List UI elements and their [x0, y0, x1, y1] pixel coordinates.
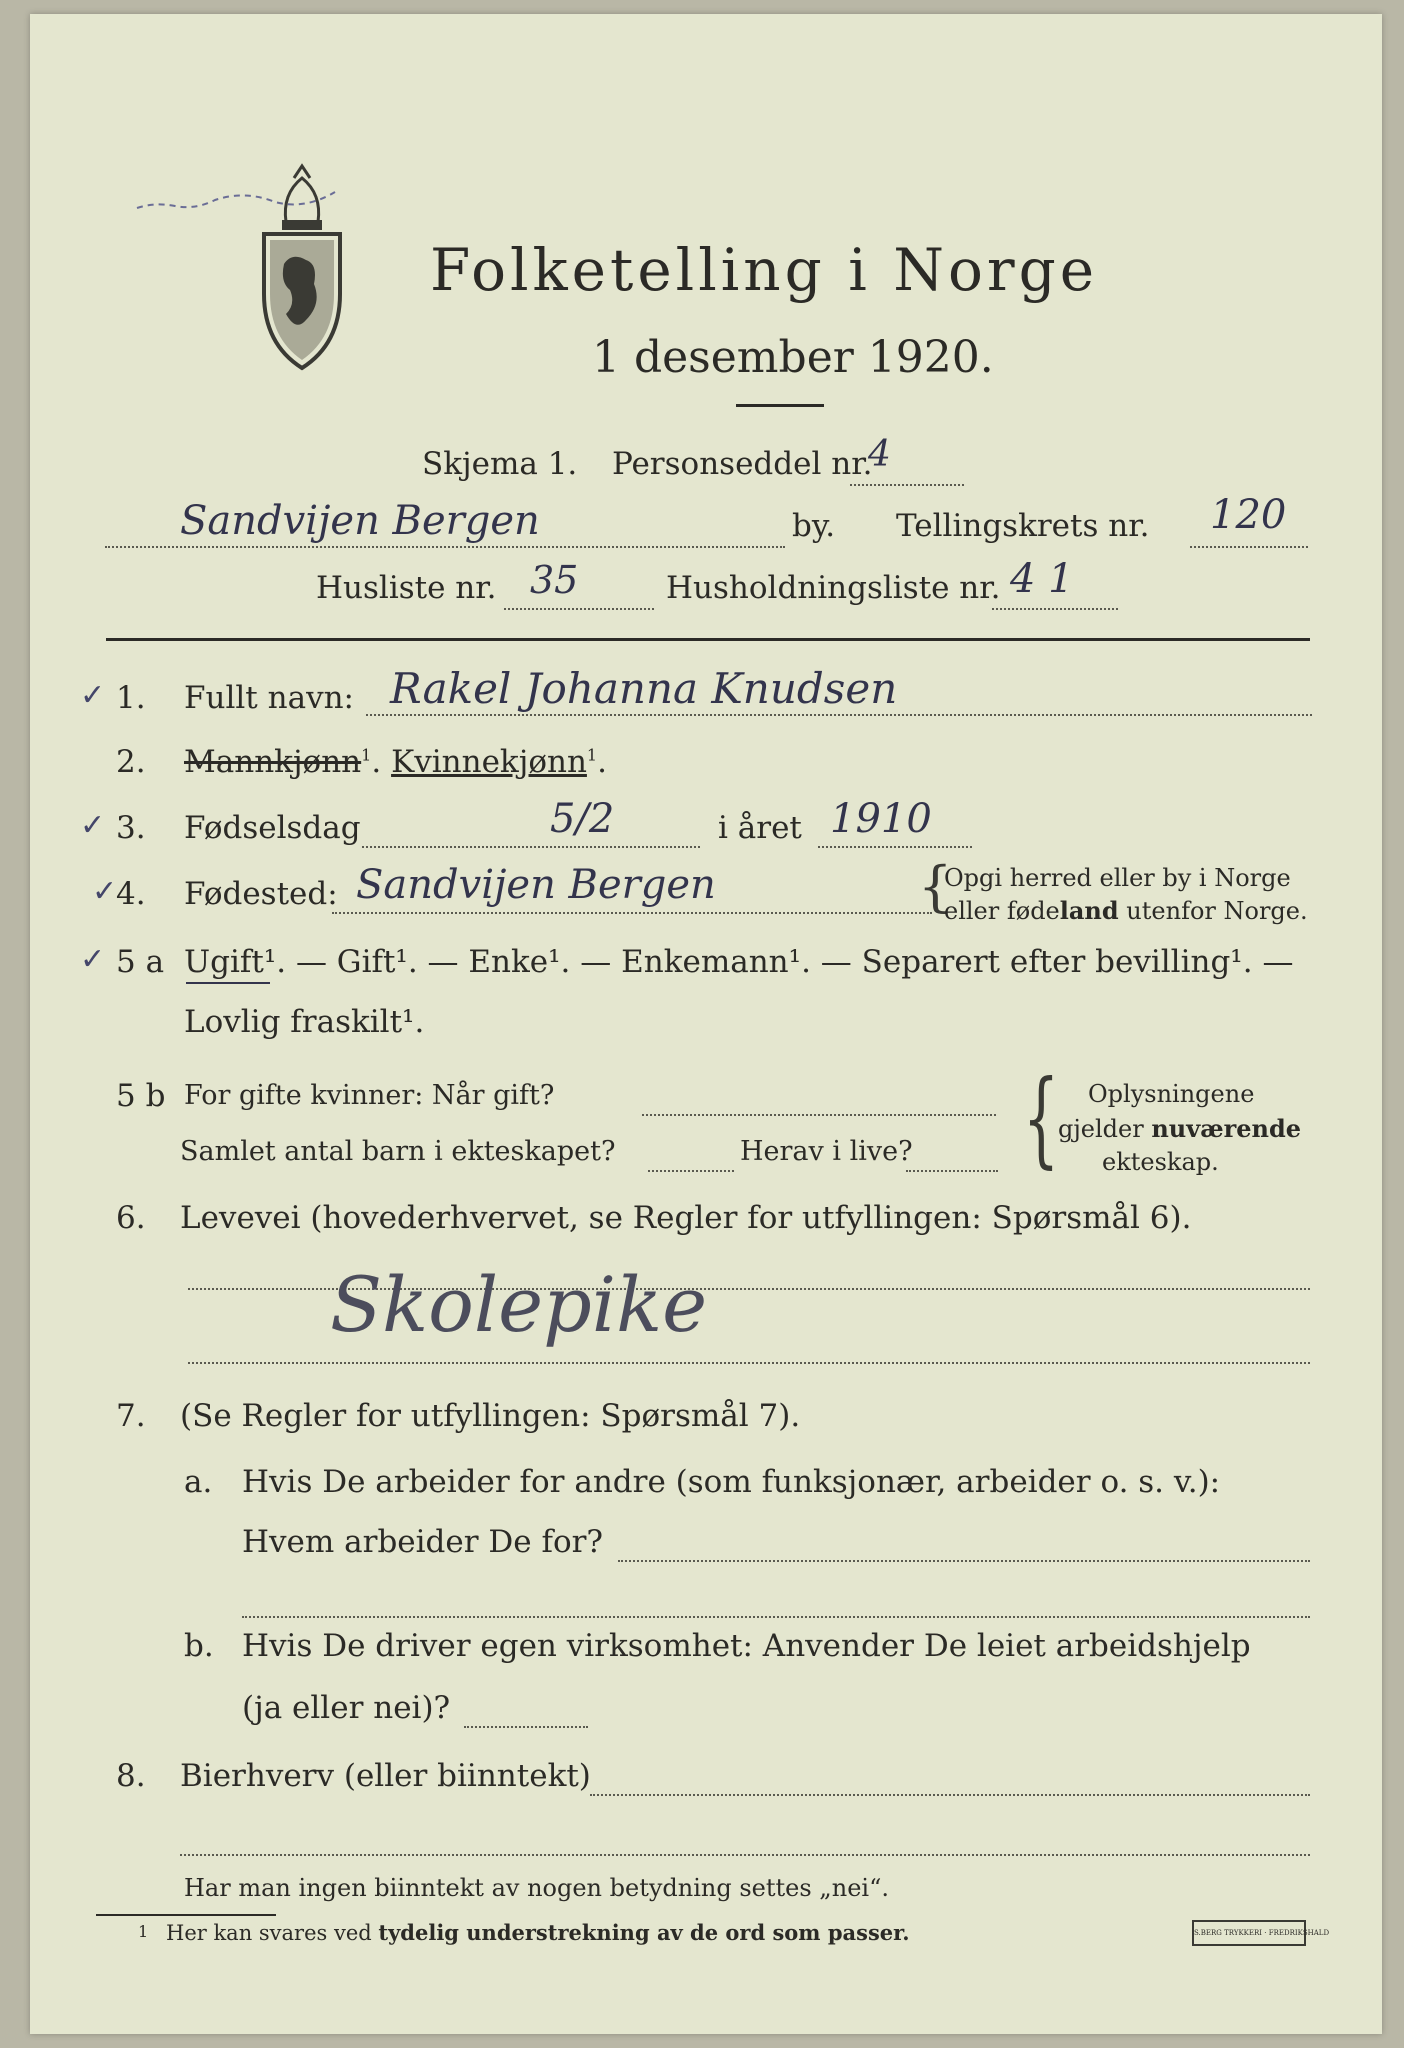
q1-full-name-value: Rakel Johanna Knudsen	[390, 664, 898, 713]
title-divider	[736, 404, 824, 407]
census-form-page	[30, 14, 1382, 2034]
header-rule	[106, 638, 1310, 641]
personseddel-value: 4	[868, 434, 891, 475]
q4-note-c: utenfor Norge.	[1118, 897, 1308, 925]
q3-year-label: i året	[718, 810, 802, 846]
q4-birthplace-value: Sandvijen Bergen	[356, 862, 716, 908]
husliste-label: Husliste nr.	[316, 570, 497, 606]
q4-note-a: eller føde	[944, 897, 1060, 925]
husholdning-line	[992, 608, 1118, 610]
q5b-married-line	[642, 1114, 996, 1116]
q7-label: (Se Regler for utfyllingen: Spørsmål 7).	[180, 1398, 801, 1434]
q2-number: 2.	[116, 744, 146, 780]
pencil-scribble-icon	[135, 180, 355, 220]
q2-kvinne-option: Kvinnekjønn	[391, 744, 587, 780]
q8-line2	[180, 1854, 1310, 1856]
q3-day-value: 5/2	[550, 796, 615, 842]
schema-label: Skjema 1.	[422, 446, 578, 482]
q6-label: Levevei (hovederhvervet, se Regler for utfyllingen: Spørsmål 6).	[180, 1200, 1192, 1236]
q7a-line2	[242, 1616, 1310, 1618]
by-line	[105, 546, 785, 548]
q5b-alive-line	[906, 1170, 998, 1172]
by-value: Sandvijen Bergen	[180, 498, 540, 544]
q7b-line	[464, 1726, 588, 1728]
printer-stamp: S.BERG TRYKKERI · FREDRIKSHALD	[1192, 1920, 1306, 1946]
q4-label: Fødested:	[184, 876, 338, 912]
q5a-number: 5 a	[116, 944, 165, 980]
q1-line	[366, 714, 1312, 716]
q4-note-line1: Opgi herred eller by i Norge	[944, 864, 1291, 892]
husliste-value: 35	[530, 558, 579, 602]
q4-brace: {	[918, 855, 953, 918]
footnote-text-a: Her kan svares ved	[166, 1921, 379, 1945]
q1-label: Fullt navn:	[184, 680, 354, 716]
q6-occupation-value: Skolepike	[330, 1260, 708, 1349]
q5b-note-line1: Oplysningene	[1088, 1080, 1255, 1108]
q4-note-bold: land	[1059, 896, 1119, 925]
q8-line1	[590, 1794, 1310, 1796]
q5b-brace: {	[1022, 1057, 1060, 1179]
tellingskrets-value: 120	[1210, 492, 1287, 538]
personseddel-line	[850, 484, 964, 486]
q7a-text: Hvis De arbeider for andre (som funksjonær, arbeider o. s. v.):	[242, 1464, 1221, 1500]
q3-year-value: 1910	[830, 796, 932, 842]
q7a-letter: a.	[184, 1464, 213, 1500]
footnote-text	[166, 1920, 910, 1945]
footnote-text-bold: tydelig understrekning av de ord som passer.	[378, 1920, 910, 1945]
q7b-text: Hvis De driver egen virksomhet: Anvender De leiet arbeidshjelp	[242, 1628, 1251, 1664]
footer-note: Har man ingen biinntekt av nogen betydning settes „nei“.	[184, 1874, 889, 1902]
q5b-alive-label: Herav i live?	[740, 1136, 913, 1167]
q5a-line2: Lovlig fraskilt¹.	[184, 1004, 425, 1040]
personseddel-label: Personseddel nr.	[612, 446, 873, 482]
q8-number: 8.	[116, 1758, 146, 1794]
q8-label: Bierhverv (eller biinntekt)	[180, 1758, 591, 1794]
tellingskrets-label: Tellingskrets nr.	[896, 508, 1150, 544]
check-mark-q5a: ✓	[80, 942, 106, 977]
q3-day-line	[362, 846, 700, 848]
q3-year-line	[818, 846, 972, 848]
form-title: Folketelling i Norge	[430, 236, 1099, 304]
q3-number: 3.	[116, 810, 146, 846]
q6-number: 6.	[116, 1200, 146, 1236]
q5a-ugift-underline	[186, 982, 270, 984]
q5b-note-bold: nuværende	[1151, 1114, 1302, 1143]
q4-line	[332, 912, 932, 914]
footnote-rule	[96, 1914, 276, 1916]
q1-number: 1.	[116, 680, 146, 716]
q4-number: 4.	[116, 876, 146, 912]
q7a-line1	[618, 1560, 1310, 1562]
q5a-marital-options: Ugift¹. — Gift¹. — Enke¹. — Enkemann¹. — Separert efter bevilling¹. —	[184, 944, 1294, 980]
q2-mann-option: Mannkjønn	[184, 744, 362, 780]
tellingskrets-line	[1190, 546, 1308, 548]
q5b-note-line2	[1058, 1114, 1301, 1143]
q2-sex-options: Mannkjønn$^1$. Kvinnekjønn$^1$.	[184, 744, 607, 780]
q5b-number: 5 b	[116, 1078, 166, 1114]
q7a-question: Hvem arbeider De for?	[242, 1524, 604, 1560]
check-mark-q4: ✓	[92, 874, 118, 909]
q7-number: 7.	[116, 1398, 146, 1434]
q5b-note-a: gjelder	[1058, 1115, 1152, 1143]
husliste-line	[504, 608, 654, 610]
q5b-note-line3: ekteskap.	[1102, 1148, 1219, 1176]
husholdning-value: 4 1	[1010, 556, 1074, 602]
check-mark-q1: ✓	[80, 678, 106, 713]
q3-label: Fødselsdag	[184, 810, 361, 846]
footnote-mark: 1	[138, 1922, 149, 1941]
q7b-letter: b.	[184, 1628, 214, 1664]
q5b-children-line	[648, 1170, 734, 1172]
q4-note-line2	[944, 896, 1308, 925]
q7b-question: (ja eller nei)?	[242, 1690, 451, 1726]
q5b-married-label: For gifte kvinner: Når gift?	[184, 1080, 555, 1111]
husholdning-label: Husholdningsliste nr.	[666, 570, 1001, 606]
census-date: 1 desember 1920.	[592, 332, 994, 383]
q5b-children-label: Samlet antal barn i ekteskapet?	[180, 1136, 616, 1167]
by-label: by.	[792, 508, 836, 544]
q6-line2	[188, 1362, 1310, 1364]
check-mark-q3: ✓	[80, 808, 106, 843]
